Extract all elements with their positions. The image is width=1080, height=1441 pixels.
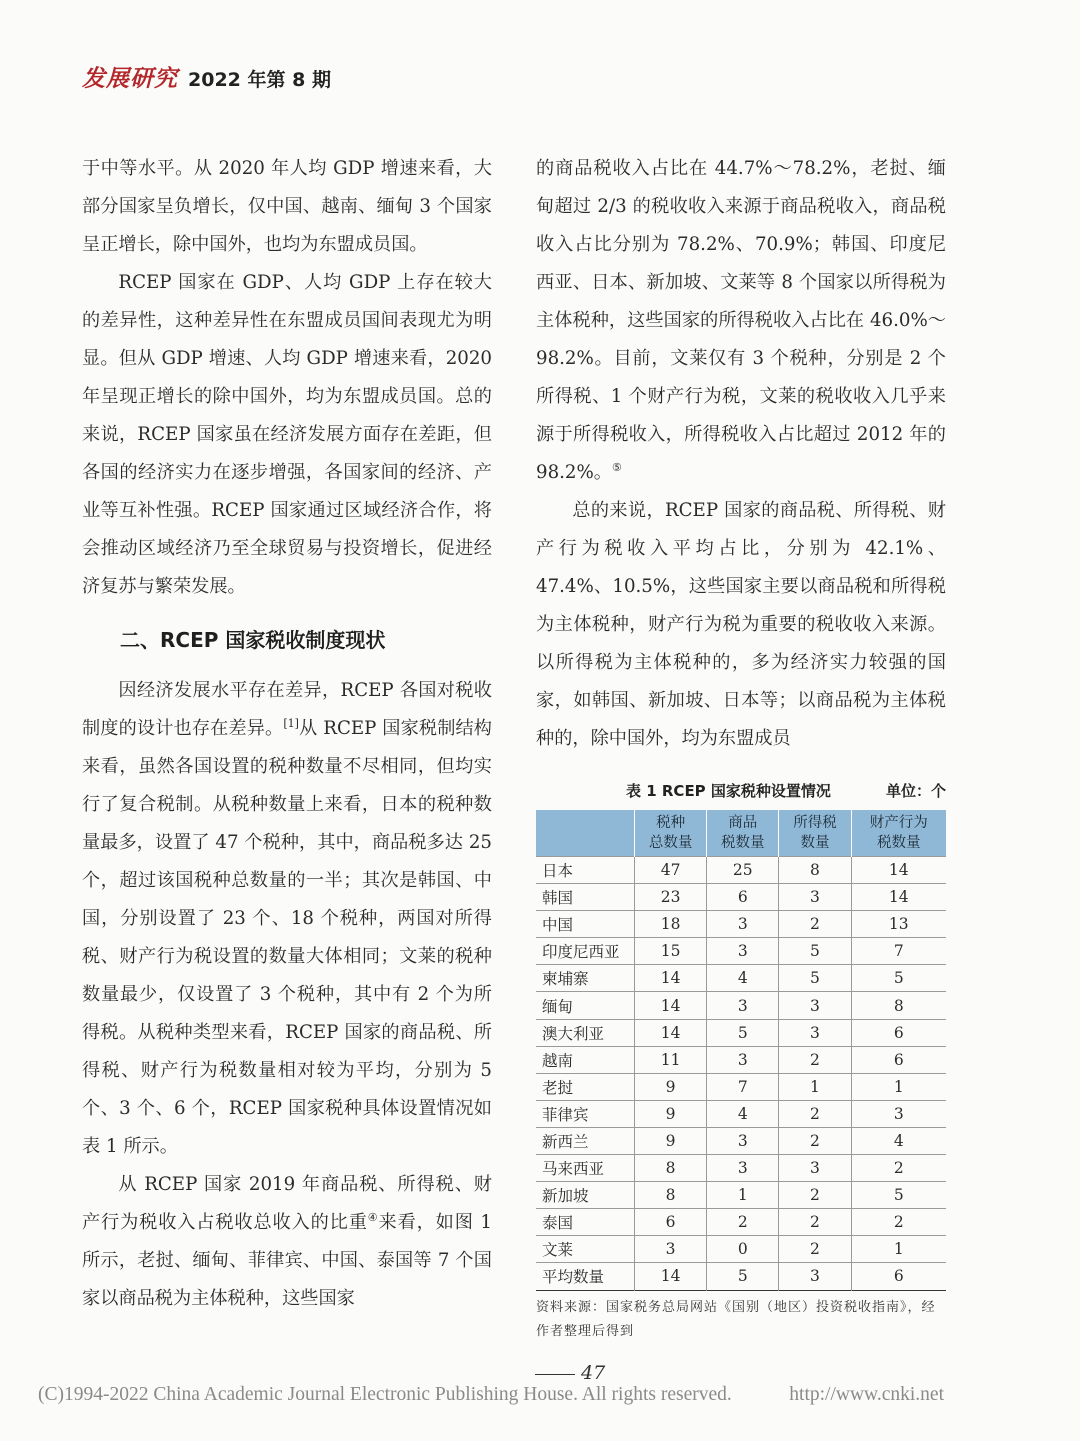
value-cell: 2	[851, 1155, 946, 1182]
country-cell: 平均数量	[536, 1263, 635, 1290]
table-row	[536, 1182, 946, 1209]
value-cell: 3	[707, 1127, 779, 1154]
tax-table	[536, 810, 946, 1291]
page-header	[82, 60, 331, 100]
value-cell: 3	[635, 1236, 707, 1263]
table-row	[536, 884, 946, 911]
value-cell: 9	[635, 1100, 707, 1127]
country-cell: 印度尼西亚	[536, 938, 635, 965]
table-row	[536, 911, 946, 938]
header-cell: 财产行为 税数量	[851, 810, 946, 857]
copyright-text: (C)1994-2022 China Academic Journal Electronic Publishing House. All rights reserved.	[38, 1384, 732, 1405]
value-cell: 47	[635, 857, 707, 884]
country-cell: 中国	[536, 911, 635, 938]
footnote-mark: ④	[367, 1210, 379, 1224]
page-number-rule	[535, 1374, 575, 1375]
value-cell: 6	[851, 1046, 946, 1073]
value-cell: 4	[851, 1127, 946, 1154]
value-cell: 2	[779, 1100, 851, 1127]
table-row	[536, 992, 946, 1019]
value-cell: 5	[779, 965, 851, 992]
value-cell: 8	[635, 1182, 707, 1209]
footnote-mark: ⑤	[611, 460, 622, 474]
table-row	[536, 965, 946, 992]
value-cell: 2	[779, 1182, 851, 1209]
value-cell: 1	[851, 1236, 946, 1263]
value-cell: 7	[707, 1073, 779, 1100]
paragraph	[82, 1166, 492, 1318]
value-cell: 2	[779, 911, 851, 938]
footer-url: http://www.cnki.net	[789, 1384, 944, 1405]
table-row	[536, 1046, 946, 1073]
paragraph-text: 的商品税收入占比在 44.7%～78.2%，老挝、缅甸超过 2/3 的税收收入来源于商品税收入，商品税收入占比分别为 78.2%、70.9%；韩国、印度尼西亚、日本、新加坡、文莱等 8 个国家以所得税为主体税种，这些国家的所得税收入占比在 46.0%～98.2%。目前，文莱仅有 3 个税种，分别是 2 个所得税、1 个财产行为税，文莱的税收收入几乎来源于所得税收入，所得税收入占比超过 2012 年的 98.2%。	[536, 158, 946, 483]
value-cell: 14	[851, 884, 946, 911]
value-cell: 14	[635, 992, 707, 1019]
paragraph-text: 从 RCEP 国家 2019 年商品税、所得税、财产行为税收入占税收总收入的比重	[82, 1174, 492, 1233]
value-cell: 14	[635, 1019, 707, 1046]
country-cell: 越南	[536, 1046, 635, 1073]
citation-ref: [1]	[283, 716, 299, 730]
paragraph	[82, 672, 492, 1166]
value-cell: 4	[707, 965, 779, 992]
header-cell: 税种 总数量	[635, 810, 707, 857]
paragraph: 于中等水平。从 2020 年人均 GDP 增速来看，大部分国家呈负增长，仅中国、越南、缅甸 3 个国家呈正增长，除中国外，也均为东盟成员国。	[82, 158, 492, 255]
table-row	[536, 1209, 946, 1236]
issue-label: 2022 年第 8 期	[188, 69, 331, 91]
country-cell: 老挝	[536, 1073, 635, 1100]
table-title: 表 1 RCEP 国家税种设置情况	[626, 782, 831, 800]
table-row	[536, 1073, 946, 1100]
value-cell: 23	[635, 884, 707, 911]
value-cell: 2	[707, 1209, 779, 1236]
value-cell: 3	[779, 1263, 851, 1290]
table-row	[536, 1127, 946, 1154]
value-cell: 3	[779, 884, 851, 911]
value-cell: 6	[635, 1209, 707, 1236]
value-cell: 3	[707, 911, 779, 938]
value-cell: 5	[851, 1182, 946, 1209]
value-cell: 8	[635, 1155, 707, 1182]
value-cell: 8	[779, 857, 851, 884]
paragraph: 总的来说，RCEP 国家的商品税、所得税、财产行为税收入平均占比，分别为 42.1%、47.4%、10.5%，这些国家主要以商品税和所得税为主体税种，财产行为税为重要的税收收入来源。以所得税为主体税种的，多为经济实力较强的国家，如韩国、新加坡、日本等；以商品税为主体税种的，除中国外，均为东盟成员	[536, 500, 946, 749]
value-cell: 14	[851, 857, 946, 884]
value-cell: 6	[851, 1019, 946, 1046]
value-cell: 9	[635, 1127, 707, 1154]
value-cell: 1	[779, 1073, 851, 1100]
value-cell: 2	[779, 1209, 851, 1236]
value-cell: 18	[635, 911, 707, 938]
value-cell: 9	[635, 1073, 707, 1100]
table-row	[536, 1100, 946, 1127]
value-cell: 5	[707, 1019, 779, 1046]
paragraph-text: 来看，如图 1 所示，老挝、缅甸、菲律宾、中国、泰国等 7 个国家以商品税为主体税种，这些国家	[82, 1212, 492, 1309]
section-heading: 二、RCEP 国家税收制度现状	[120, 628, 386, 652]
country-cell: 日本	[536, 857, 635, 884]
country-cell: 文莱	[536, 1236, 635, 1263]
table-row	[536, 857, 946, 884]
page-number-value: 47	[581, 1362, 606, 1384]
value-cell: 2	[779, 1046, 851, 1073]
table-row	[536, 1155, 946, 1182]
value-cell: 3	[851, 1100, 946, 1127]
value-cell: 5	[707, 1263, 779, 1290]
country-cell: 澳大利亚	[536, 1019, 635, 1046]
paragraph	[536, 150, 946, 492]
value-cell: 14	[635, 1263, 707, 1290]
value-cell: 5	[779, 938, 851, 965]
value-cell: 2	[779, 1127, 851, 1154]
value-cell: 11	[635, 1046, 707, 1073]
value-cell: 3	[779, 1155, 851, 1182]
country-cell: 马来西亚	[536, 1155, 635, 1182]
value-cell: 3	[707, 1046, 779, 1073]
value-cell: 3	[779, 1019, 851, 1046]
value-cell: 15	[635, 938, 707, 965]
country-cell: 缅甸	[536, 992, 635, 1019]
header-cell: 商品 税数量	[707, 810, 779, 857]
table-header-row	[536, 810, 946, 857]
value-cell: 6	[707, 884, 779, 911]
paragraph-text: 从 RCEP 国家税制结构来看，虽然各国设置的税种数量不尽相同，但均实行了复合税制。从税种数量上来看，日本的税种数量最多，设置了 47 个税种，其中，商品税多达 25 个，超过该国税种总数量的一半；其次是韩国、中国，分别设置了 23 个、18 个税种，两国对所得税、财产行为税设置的数量大体相同；文莱的税种数量最少，仅设置了 3 个税种，其中有 2 个为所得税。从税种类型来看，RCEP 国家的商品税、所得税、财产行为税数量相对较为平均，分别为 5 个、3 个、6 个，RCEP 国家税种具体设置情况如表 1 所示。	[82, 718, 492, 1157]
country-cell: 菲律宾	[536, 1100, 635, 1127]
table-row	[536, 1236, 946, 1263]
table-row	[536, 1019, 946, 1046]
country-cell: 新西兰	[536, 1127, 635, 1154]
value-cell: 3	[707, 992, 779, 1019]
value-cell: 6	[851, 1263, 946, 1290]
value-cell: 3	[707, 1155, 779, 1182]
country-cell: 柬埔寨	[536, 965, 635, 992]
value-cell: 25	[707, 857, 779, 884]
value-cell: 3	[779, 992, 851, 1019]
table-row	[536, 938, 946, 965]
value-cell: 13	[851, 911, 946, 938]
paragraph: RCEP 国家在 GDP、人均 GDP 上存在较大的差异性，这种差异性在东盟成员国间表现尤为明显。但从 GDP 增速、人均 GDP 增速来看，2020 年呈现正增长的除中国外，均为东盟成员国。总的来说，RCEP 国家虽在经济发展方面存在差距，但各国的经济实力在逐步增强，各国家间的经济、产业等互补性强。RCEP 国家通过区域经济合作，将会推动区域经济乃至全球贸易与投资增长，促进经济复苏与繁荣发展。	[82, 272, 492, 597]
left-column	[82, 150, 492, 1318]
table-row	[536, 1263, 946, 1290]
header-cell-country	[536, 810, 635, 857]
value-cell: 2	[779, 1236, 851, 1263]
value-cell: 1	[851, 1073, 946, 1100]
country-cell: 泰国	[536, 1209, 635, 1236]
copyright-bar	[38, 1384, 1048, 1406]
value-cell: 1	[707, 1182, 779, 1209]
header-cell: 所得税 数量	[779, 810, 851, 857]
value-cell: 0	[707, 1236, 779, 1263]
value-cell: 7	[851, 938, 946, 965]
value-cell: 2	[851, 1209, 946, 1236]
country-cell: 韩国	[536, 884, 635, 911]
journal-logo: 发展研究	[82, 65, 178, 92]
table-source: 资料来源：国家税务总局网站《国别（地区）投资税收指南》，经作者整理后得到	[536, 1300, 936, 1339]
table-unit: 单位：个	[885, 782, 946, 800]
paragraph-text: 因经济发展水平存在差异，RCEP 各国对税收制度的设计也存在差异。	[82, 680, 492, 739]
table-body	[536, 857, 946, 1291]
value-cell: 4	[707, 1100, 779, 1127]
value-cell: 5	[851, 965, 946, 992]
country-cell: 新加坡	[536, 1182, 635, 1209]
value-cell: 8	[851, 992, 946, 1019]
page-number	[535, 1362, 605, 1384]
value-cell: 3	[707, 938, 779, 965]
value-cell: 14	[635, 965, 707, 992]
right-column	[536, 150, 946, 758]
